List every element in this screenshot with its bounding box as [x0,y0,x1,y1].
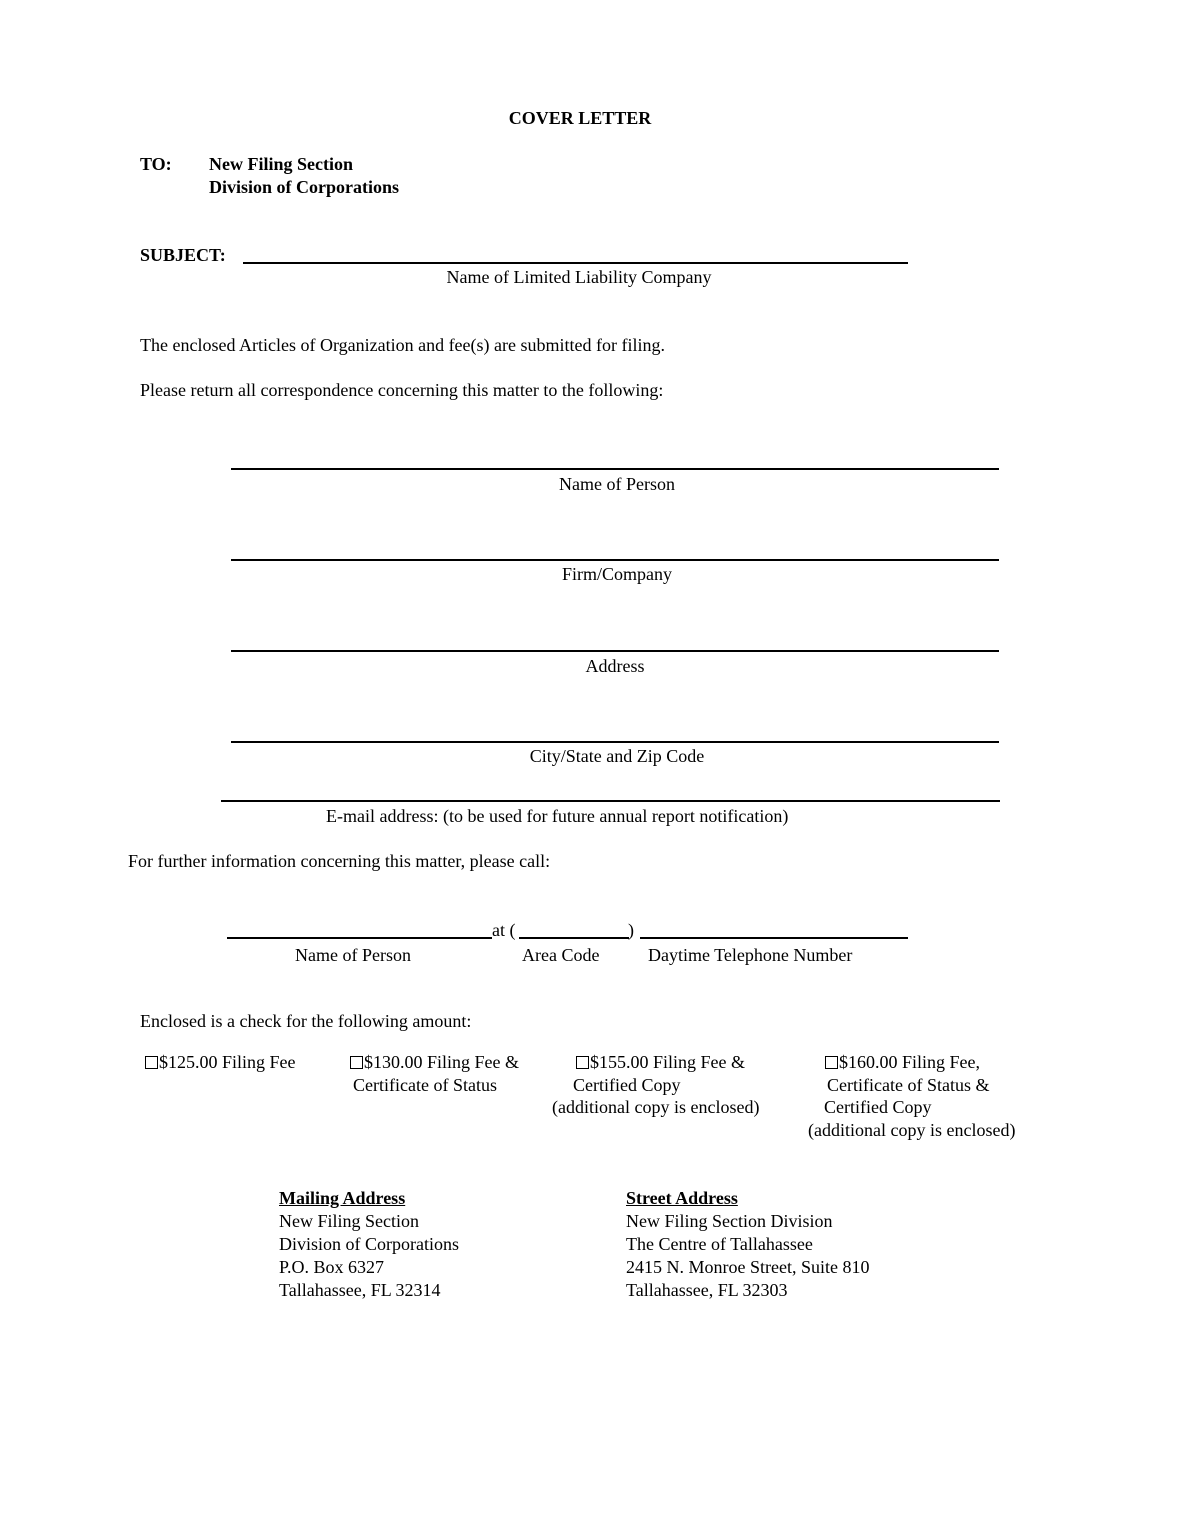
to-label: TO: [140,154,172,174]
phone-caption: Daytime Telephone Number [648,945,853,965]
fee-option-note: (additional copy is enclosed) [552,1097,760,1117]
contact-close-paren: ) [628,920,634,940]
to-line-1: New Filing Section [209,154,353,174]
fee-option-detail: Certified Copy [824,1097,932,1117]
fee-option-160[interactable] [808,1051,1015,1141]
checkbox-icon[interactable] [576,1056,589,1069]
contact-intro: For further information concerning this matter, please call: [128,851,551,871]
address-caption: Address [585,656,645,676]
mailing-address-line: New Filing Section [279,1211,419,1231]
city-input-line[interactable] [231,741,999,743]
mailing-address-line: Tallahassee, FL 32314 [279,1280,441,1300]
city-caption: City/State and Zip Code [529,746,705,766]
street-address-line: Tallahassee, FL 32303 [626,1280,788,1300]
fee-option-detail: Certificate of Status & [827,1074,990,1095]
fee-option-detail: Certificate of Status [353,1074,497,1095]
subject-label: SUBJECT: [140,245,226,265]
contact-at-label: at ( [492,920,516,940]
fee-option-label: $160.00 Filing Fee, [839,1052,981,1072]
street-address-block [626,1187,869,1302]
firm-input-line[interactable] [231,559,999,561]
subject-input-line[interactable] [243,262,908,264]
firm-caption: Firm/Company [561,564,672,584]
street-address-line: The Centre of Tallahassee [626,1234,813,1254]
body-paragraph-1: The enclosed Articles of Organization and fee(s) are submitted for filing. [140,335,665,355]
body-paragraph-2: Please return all correspondence concerning this matter to the following: [140,380,664,400]
fee-option-detail: Certified Copy [573,1074,681,1095]
address-input-line[interactable] [231,650,999,652]
area-code-caption: Area Code [522,945,600,965]
street-address-heading: Street Address [626,1188,738,1208]
contact-name-input-line[interactable] [227,937,492,939]
fee-option-125[interactable] [145,1051,296,1074]
fee-option-label: $130.00 Filing Fee & [364,1052,520,1072]
payment-intro: Enclosed is a check for the following amount: [140,1011,472,1031]
fee-option-155[interactable] [552,1051,759,1119]
phone-input-line[interactable] [640,937,908,939]
email-input-line[interactable] [221,800,1000,802]
fee-option-label: $155.00 Filing Fee & [590,1052,746,1072]
page-title: COVER LETTER [508,108,652,128]
mailing-address-block [279,1187,459,1302]
checkbox-icon[interactable] [825,1056,838,1069]
checkbox-icon[interactable] [145,1056,158,1069]
street-address-line: 2415 N. Monroe Street, Suite 810 [626,1257,870,1277]
to-line-2: Division of Corporations [209,177,400,197]
mailing-address-heading: Mailing Address [279,1188,406,1208]
name-input-line[interactable] [231,468,999,470]
subject-caption: Name of Limited Liability Company [446,267,712,287]
mailing-address-line: P.O. Box 6327 [279,1257,385,1277]
email-caption: E-mail address: (to be used for future annual report notification) [326,806,789,826]
fee-option-note: (additional copy is enclosed) [808,1119,1016,1140]
area-code-input-line[interactable] [519,937,629,939]
checkbox-icon[interactable] [350,1056,363,1069]
contact-name-caption: Name of Person [295,945,411,965]
mailing-address-line: Division of Corporations [279,1234,459,1254]
fee-option-130[interactable] [350,1051,519,1096]
street-address-line: New Filing Section Division [626,1211,833,1231]
name-caption: Name of Person [559,474,675,494]
fee-option-label: $125.00 Filing Fee [159,1052,296,1072]
